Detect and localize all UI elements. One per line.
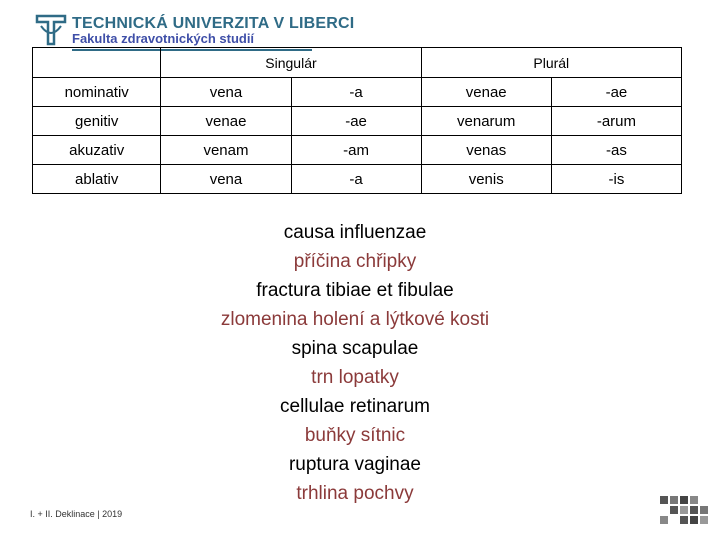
header-plural: Plurál (421, 48, 681, 78)
table-header-row (33, 48, 682, 78)
singular-word: vena (161, 165, 291, 194)
university-logo (34, 14, 355, 48)
header-cell-empty (33, 48, 161, 78)
plural-ending: -arum (551, 107, 681, 136)
latin-phrase: causa influenzae (283, 222, 427, 243)
singular-word: vena (161, 78, 291, 107)
table-row (33, 107, 682, 136)
header-singular: Singulár (161, 48, 421, 78)
czech-translation: příčina chřipky (293, 251, 417, 272)
case-name: ablativ (33, 165, 161, 194)
slide-footer: I. + II. Deklinace | 2019 (30, 509, 123, 519)
table-row (33, 78, 682, 107)
singular-word: venae (161, 107, 291, 136)
declension-table (32, 47, 682, 194)
pixel-grid-icon (660, 494, 708, 528)
tul-logo-icon (34, 14, 68, 46)
singular-ending: -am (291, 136, 421, 165)
singular-ending: -a (291, 165, 421, 194)
table-row (33, 165, 682, 194)
case-name: akuzativ (33, 136, 161, 165)
czech-translation: buňky sítnic (304, 425, 406, 446)
plural-ending: -is (551, 165, 681, 194)
latin-phrase: cellulae retinarum (280, 396, 430, 417)
latin-phrase: fractura tibiae et fibulae (256, 280, 454, 301)
czech-translation: trn lopatky (311, 367, 399, 388)
czech-translation: zlomenina holení a lýtkové kosti (220, 309, 490, 330)
singular-word: venam (161, 136, 291, 165)
case-name: nominativ (33, 78, 161, 107)
czech-translation: trhlina pochvy (296, 483, 414, 504)
singular-ending: -a (291, 78, 421, 107)
plural-word: venarum (421, 107, 551, 136)
latin-phrase: ruptura vaginae (288, 454, 422, 475)
plural-word: venas (421, 136, 551, 165)
plural-word: venis (421, 165, 551, 194)
table-row (33, 136, 682, 165)
plural-word: venae (421, 78, 551, 107)
case-name: genitiv (33, 107, 161, 136)
university-name: TECHNICKÁ UNIVERZITA V LIBERCI (72, 15, 355, 32)
latin-phrase: spina scapulae (291, 338, 419, 359)
plural-ending: -as (551, 136, 681, 165)
plural-ending: -ae (551, 78, 681, 107)
faculty-name: Fakulta zdravotnických studií (72, 31, 255, 46)
singular-ending: -ae (291, 107, 421, 136)
example-phrases (160, 218, 550, 508)
